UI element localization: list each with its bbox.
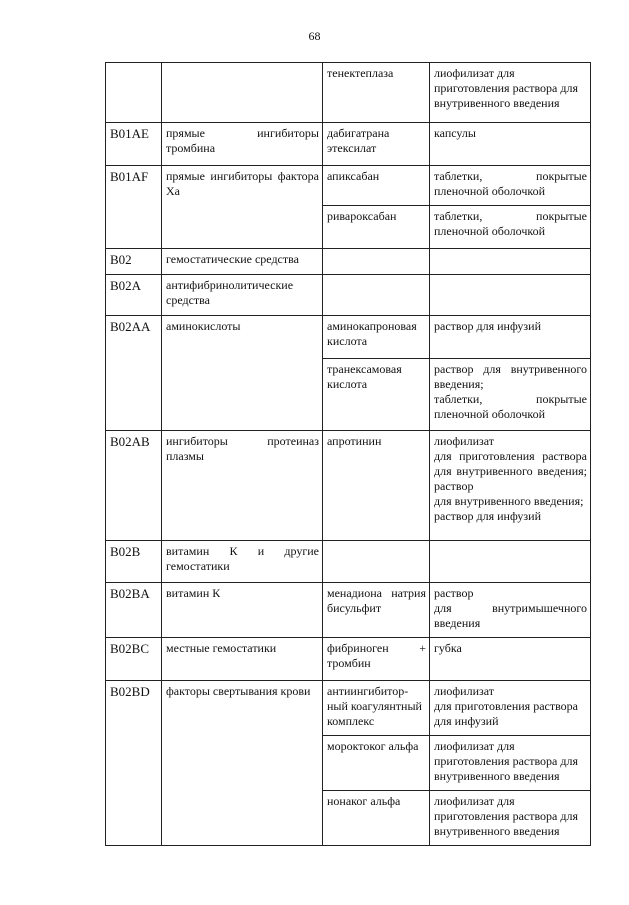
group-cell: аминокислоты [162,316,323,431]
form-cell: лиофилизат для приготовления раствора для внутривенного введения [430,736,591,791]
group-cell: местные гемостатики [162,638,323,681]
group-cell: прямые ингибиторы тромбина [162,123,323,166]
table-row [106,681,591,736]
group-cell: антифибринолитические средства [162,275,323,316]
form-cell: лиофилизат для приготовления раствора для внутривенного введения [430,791,591,846]
drug-cell: фибриноген + тромбин [323,638,430,681]
form-cell [430,541,591,583]
drug-cell: аминокапроновая кислота [323,316,430,359]
drug-cell: антиингибитор- ный коагулянтный комплекс [323,681,430,736]
atc-code-cell: B02BD [106,681,162,846]
table-row [106,583,591,638]
drug-cell [323,275,430,316]
table-row [106,63,591,123]
group-cell [162,63,323,123]
atc-code-cell: B02 [106,249,162,275]
group-cell: факторы свертывания крови [162,681,323,846]
form-cell [430,275,591,316]
group-cell: витамин К и другие гемостатики [162,541,323,583]
drug-cell: менадиона натрия бисульфит [323,583,430,638]
table-row [106,431,591,541]
drug-table [105,62,591,846]
atc-code-cell: B01AF [106,166,162,249]
drug-cell [323,541,430,583]
form-cell: таблетки, покрытые пленочной оболочкой [430,166,591,206]
drug-cell: дабигатрана этексилат [323,123,430,166]
drug-cell [323,249,430,275]
form-cell: таблетки, покрытые пленочной оболочкой [430,206,591,249]
drug-cell: нонаког альфа [323,791,430,846]
drug-cell: транексамовая кислота [323,359,430,431]
group-cell: ингибиторы протеиназ плазмы [162,431,323,541]
form-cell [430,249,591,275]
atc-code-cell [106,63,162,123]
table-row [106,166,591,206]
form-cell: лиофилизат для приготовления раствора для внутривенного введения [430,63,591,123]
atc-code-cell: B02BC [106,638,162,681]
drug-cell: апротинин [323,431,430,541]
group-cell: витамин К [162,583,323,638]
drug-cell: апиксабан [323,166,430,206]
form-cell: лиофилизат для приготовления раствора для инфузий [430,681,591,736]
atc-code-cell: B02AA [106,316,162,431]
atc-code-cell: B02A [106,275,162,316]
drug-cell: мороктоког альфа [323,736,430,791]
atc-code-cell: B02B [106,541,162,583]
table-row [106,638,591,681]
table-row [106,123,591,166]
table-row [106,316,591,359]
table-row [106,541,591,583]
form-cell: губка [430,638,591,681]
group-cell: гемостатические средства [162,249,323,275]
drug-cell: тенектеплаза [323,63,430,123]
form-cell: раствор для инфузий [430,316,591,359]
group-cell: прямые ингибиторы фактора Ха [162,166,323,249]
drug-cell: ривароксабан [323,206,430,249]
atc-code-cell: B02AB [106,431,162,541]
form-cell: раствор для внутривенного введения; таблетки, покрытые пленочной оболочкой [430,359,591,431]
atc-code-cell: B01AE [106,123,162,166]
table-row [106,275,591,316]
form-cell: раствор для внутримышечного введения [430,583,591,638]
page-number: 68 [308,29,321,43]
form-cell: капсулы [430,123,591,166]
table-row [106,249,591,275]
form-cell: лиофилизат для приготовления раствора для внутривенного введения; раствор для внутривенного введения; раствор для инфузий [430,431,591,541]
atc-code-cell: B02BA [106,583,162,638]
